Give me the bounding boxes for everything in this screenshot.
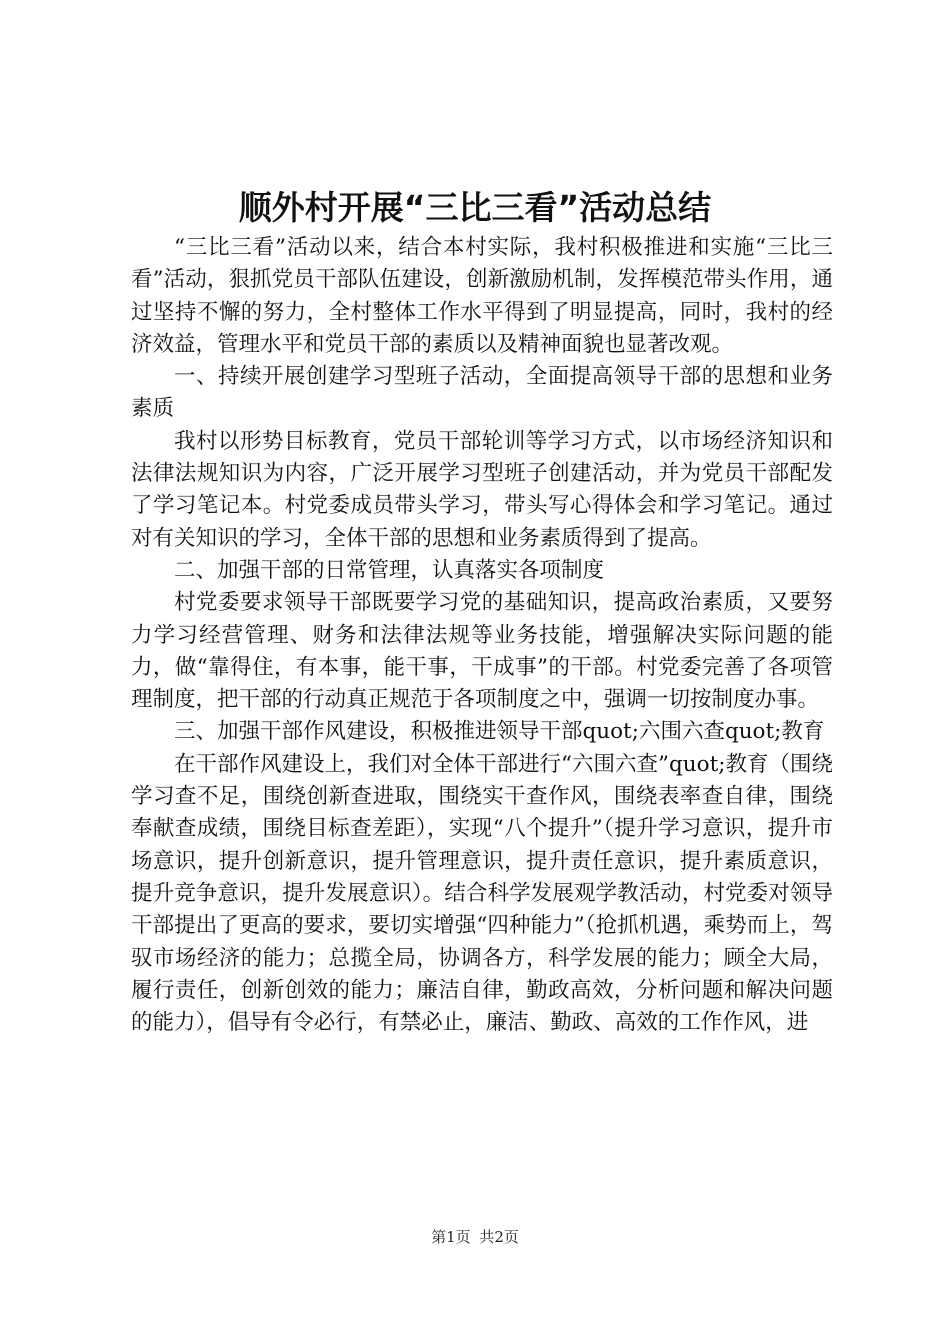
page-number: 第1页 <box>431 1228 471 1246</box>
document-title: 顺外村开展“三比三看”活动总结 <box>238 188 712 227</box>
section-heading-2: 二、加强干部的日常管理，认真落实各项制度 <box>174 557 605 583</box>
paragraph-section-2: 村党委要求领导干部既要学习党的基础知识，提高政治素质，又要努力学习经营管理、财务和法律法规等业务技能，增强解决实际问题的能力，做“靠得住，有本事，能干事，干成事”的干部。村党委完善了各项管理制度，把干部的行动真正规范于各项制度之中，强调一切按制度办事。 <box>131 590 833 713</box>
page-total: 共2页 <box>479 1228 519 1246</box>
section-heading-1: 一、持续开展创建学习型班子活动，全面提高领导干部的思想和业务素质 <box>131 364 833 422</box>
section-heading-3: 三、加强干部作风建设，积极推进领导干部quot;六围六查quot;教育 <box>174 719 825 745</box>
paragraph-section-1: 我村以形势目标教育，党员干部轮训等学习方式，以市场经济知识和法律法规知识为内容，广泛开展学习型班子创建活动，并为党员干部配发了学习笔记本。村党委成员带头学习，带头写心得体会和学习笔记。通过对有关知识的学习，全体干部的思想和业务素质得到了提高。 <box>131 428 833 551</box>
page-footer <box>0 1227 950 1247</box>
paragraph-section-3: 在干部作风建设上，我们对全体干部进行“六围六查”quot;教育（围绕学习查不足，围绕创新查进取，围绕实干查作风，围绕表率查自律，围绕奉献查成绩，围绕目标查差距），实现“八个提升”（提升学习意识，提升市场意识，提升创新意识，提升管理意识，提升责任意识，提升素质意识，提升竞争意识，提升发展意识）。结合科学发展观学教活动，村党委对领导干部提出了更高的要求，要切实增强“四种能力”（抢抓机遇，乘势而上，驾驭市场经济的能力；总揽全局，协调各方，科学发展的能力；顾全大局，履行责任，创新创效的能力；廉洁自律，勤政高效，分析问题和解决问题的能力），倡导有令必行，有禁必止，廉洁、勤政、高效的工作作风，进 <box>131 751 833 1036</box>
document-body <box>131 232 833 1039</box>
paragraph-intro: “三比三看”活动以来，结合本村实际，我村积极推进和实施“三比三看”活动，狠抓党员干部队伍建设，创新激励机制，发挥模范带头作用，通过坚持不懈的努力，全村整体工作水平得到了明显提高，同时，我村的经济效益，管理水平和党员干部的素质以及精神面貌也显著改观。 <box>131 235 833 357</box>
